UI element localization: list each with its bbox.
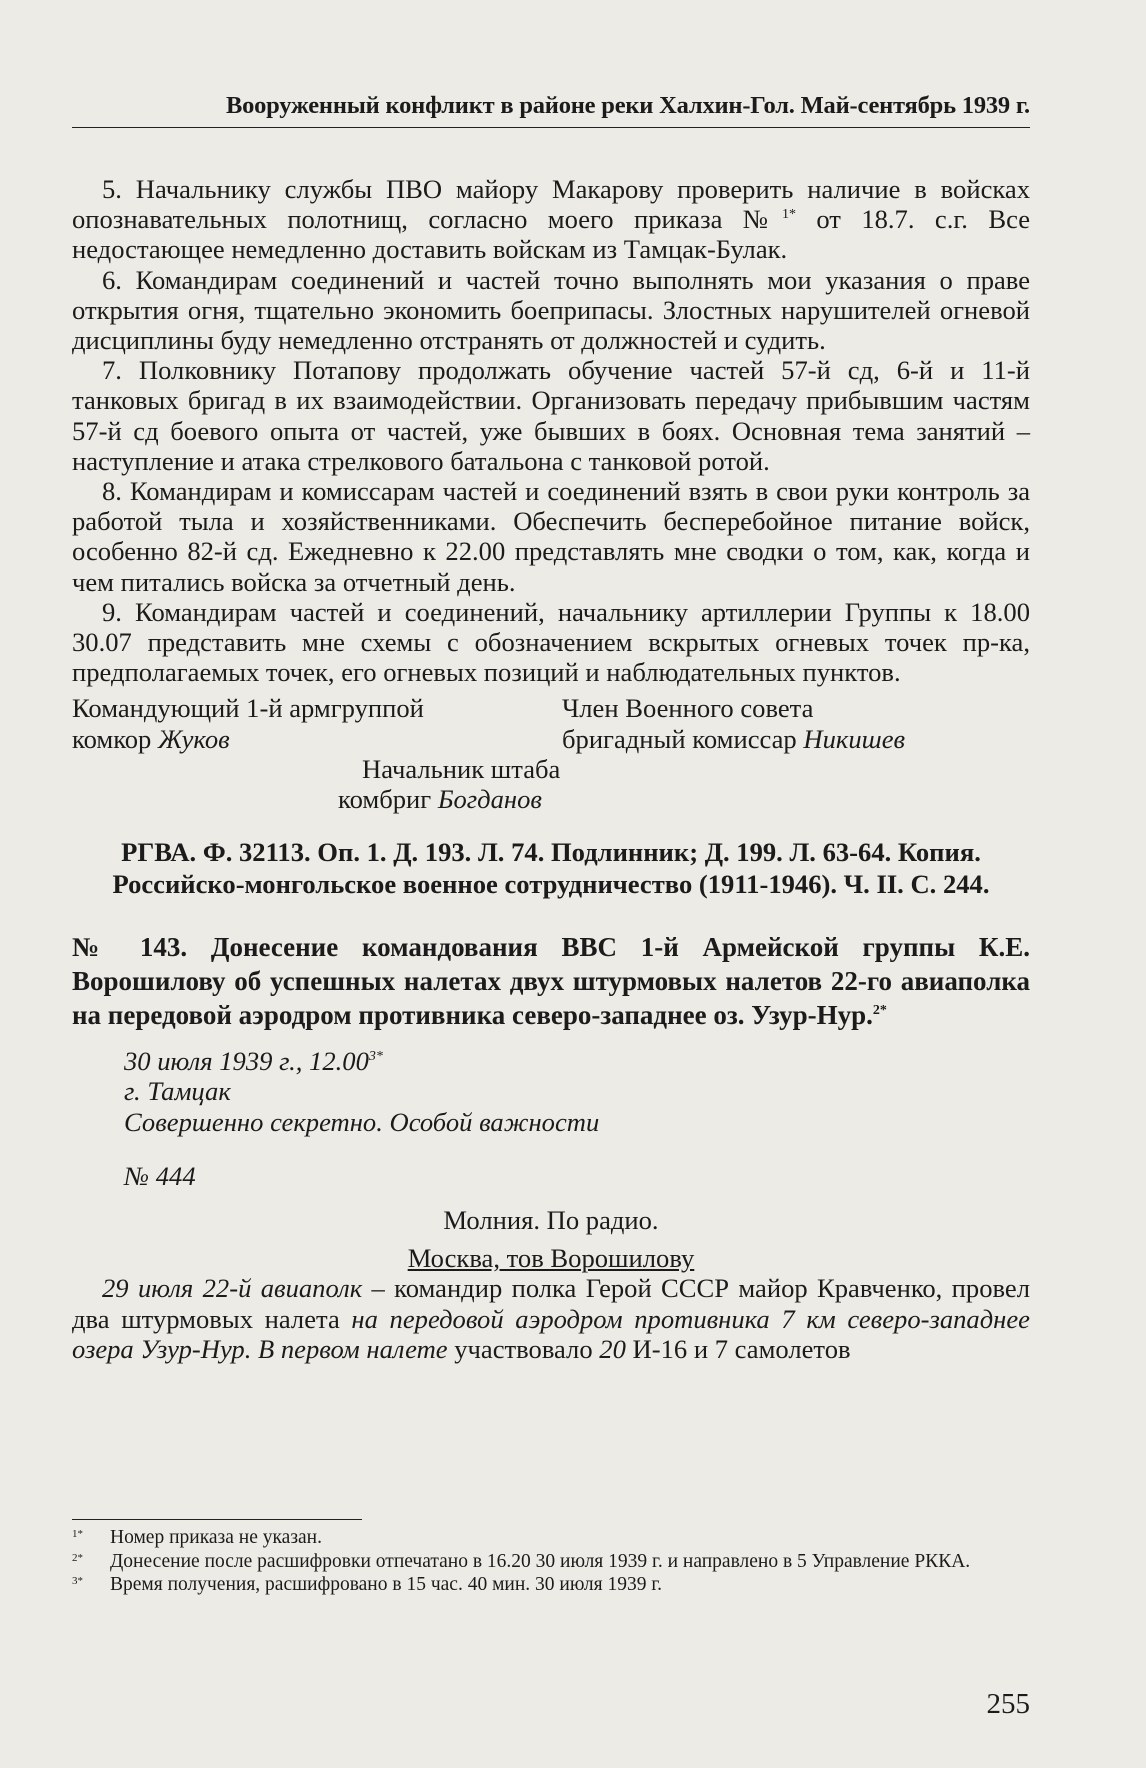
document-place: г. Тамцак — [124, 1076, 231, 1107]
signature-commander-title: Командующий 1-й армгруппой — [72, 693, 424, 724]
body-part-6: И-16 и 7 самолетов — [625, 1333, 851, 1364]
footnote-2-mark — [72, 1550, 110, 1574]
footnote-3 — [72, 1573, 1030, 1597]
signature-chief — [72, 784, 1030, 814]
signature-council-rank: бригадный комиссар — [562, 723, 804, 754]
document-date — [72, 1046, 1030, 1076]
signature-commander-rank: комкор — [72, 723, 159, 754]
document-body — [72, 1273, 1030, 1364]
document-number: № 444 — [124, 1160, 196, 1191]
body-part-1: 29 июля 22-й авиаполк — [102, 1273, 363, 1304]
document-date-text: 30 июля 1939 г., 12.00 — [124, 1046, 369, 1077]
signature-council-name: Никишев — [803, 723, 906, 754]
document-addressee — [72, 1243, 1030, 1273]
footnote-3-mark-text: 3* — [72, 1575, 83, 1587]
order-item-7: 7. Полковнику Потапову продолжать обучение частей 57-й сд, 6-й и 11-й танковых бригад в их взаимодействии. Организовать передачу прибывшим частям 57-й сд боевого опыта от частей, уже бывших в боях. Основная тема занятий – наступление и атака стрелкового батальона с танковой ротой. — [72, 355, 1030, 476]
document-title-text: № 143. Донесение командования ВВС 1-й Армейской группы К.Е. Ворошилову об успешных налетах двух штурмовых налетов 22-го авиаполка на передовой аэродром противника северо-западнее оз. Узур-Нур. — [72, 932, 1030, 1031]
body-part-5: 20 — [599, 1333, 626, 1364]
footnote-1-text: Номер приказа не указан. — [110, 1527, 322, 1548]
order-item-5 — [72, 174, 1030, 265]
document-secrecy: Совершенно секретно. Особой важности — [124, 1106, 600, 1137]
signature-council-title: Член Военного совета — [562, 693, 814, 724]
body-part-4: участвовало — [447, 1333, 600, 1364]
archive-reference-line-1: РГВА. Ф. 32113. Оп. 1. Д. 193. Л. 74. Подлинник; Д. 199. Л. 63-64. Копия. — [121, 837, 981, 868]
signature-commander — [72, 724, 562, 754]
order-item-5-text-cont: от 18.7. с.г. Все недостающее немедленно доставить войскам из Тамцак-Булак. — [72, 204, 1030, 265]
signature-chief-name: Богданов — [437, 784, 542, 815]
running-header: Вооруженный конфликт в районе реки Халхин-Гол. Май-сентябрь 1939 г. — [225, 92, 1030, 119]
body-part-2: – командир полка Герой СССР майор Кравченко, провел два штурмовых налета — [72, 1273, 1030, 1334]
signature-council — [562, 724, 905, 754]
footnotes — [72, 1526, 1030, 1597]
order-item-8: 8. Командирам и комиссарам частей и соединений взять в свои руки контроль за работой тыла и хозяйственниками. Обеспечить бесперебойное питание войск, особенно 82-й сд. Ежедневно к 22.00 представлять мне сводки о том, как, когда и чем питались войска за отчетный день. — [72, 476, 1030, 597]
footnote-ref-3[interactable]: 3* — [368, 1049, 383, 1065]
footnote-2-text: Донесение после расшифровки отпечатано в 16.20 30 июля 1939 г. и направлено в 5 Управление РККА. — [110, 1550, 971, 1572]
archive-reference-line-2: Российско-монгольское военное сотрудничество (1911-1946). Ч. II. С. 244. — [112, 869, 990, 900]
document-addressee-text: Москва, тов Ворошилову — [407, 1243, 695, 1274]
signature-row-2 — [72, 724, 1030, 754]
footnote-1-mark-text: 1* — [72, 1528, 83, 1540]
archive-reference — [72, 836, 1030, 900]
header-rule — [72, 127, 1030, 128]
footnote-2-mark-text: 2* — [72, 1551, 83, 1564]
footnote-1-mark — [72, 1526, 110, 1550]
page-number: 255 — [986, 1688, 1030, 1720]
footnote-3-text: Время получения, расшифровано в 15 час. 40 мин. 30 июля 1939 г. — [110, 1574, 663, 1595]
document-title — [72, 930, 1030, 1032]
order-item-6: 6. Командирам соединений и частей точно выполнять мои указания о праве открытия огня, тщательно экономить боеприпасы. Злостных нарушителей огневой дисциплины буду немедленно отстранять от должностей и судить. — [72, 264, 1030, 356]
body-part-3: на передовой аэродром противника 7 км северо-западнее озера Узур-Нур. В первом налете — [72, 1303, 1030, 1364]
footnote-ref-2[interactable]: 2* — [872, 1003, 887, 1019]
signature-commander-name: Жуков — [158, 723, 230, 754]
footnote-ref-1[interactable]: 1* — [781, 207, 796, 223]
page-body — [72, 174, 1030, 1364]
order-item-5-text: 5. Начальнику службы ПВО майору Макарову проверить наличие в войсках опознавательных полотнищ, согласно моего приказа № — [72, 174, 1030, 235]
signature-row-1 — [72, 693, 1030, 723]
footnote-3-mark — [72, 1573, 110, 1597]
order-item-9: 9. Командирам частей и соединений, начальнику артиллерии Группы к 18.00 30.07 представить мне схемы с обозначением вскрытых огневых точек пр-ка, предполагаемых точек, его огневых позиций и наблюдательных пунктов. — [72, 596, 1030, 688]
signature-chief-title: Начальник штаба — [362, 753, 561, 784]
footnote-rule — [72, 1519, 362, 1520]
footnote-2 — [72, 1550, 1030, 1574]
signature-chief-rank: комбриг — [338, 784, 438, 815]
footnote-1 — [72, 1526, 1030, 1550]
document-transmission: Молния. По радио. — [443, 1205, 659, 1236]
